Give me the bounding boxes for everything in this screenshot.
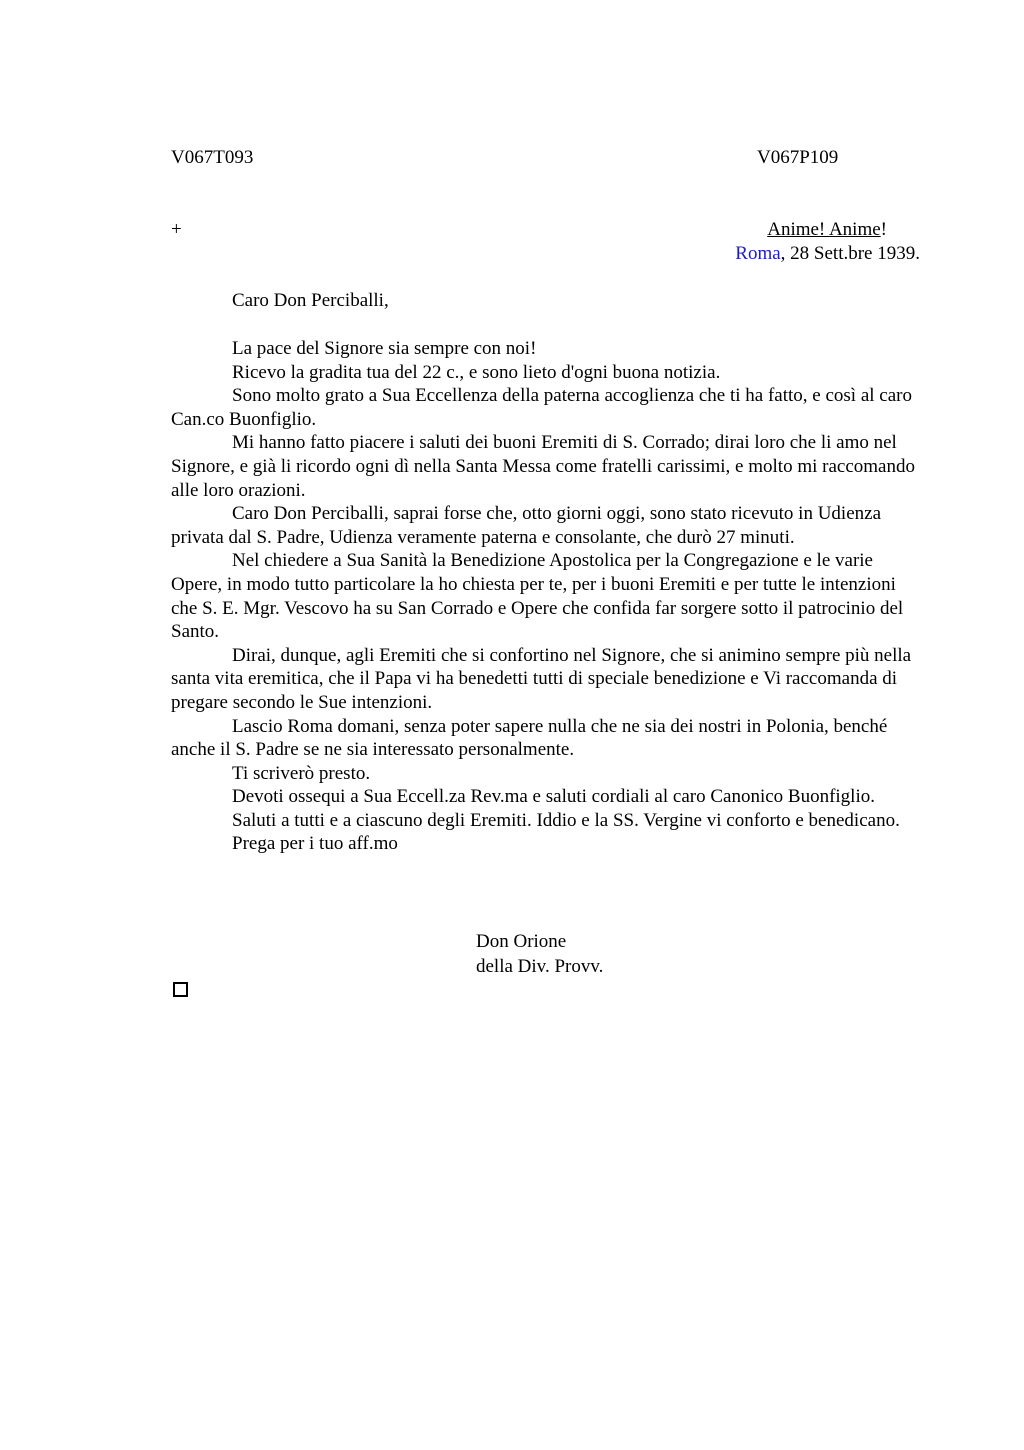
- paragraph: Prega per i tuo aff.mo: [232, 833, 398, 855]
- paragraph: Lascio Roma domani, senza poter sapere nulla che ne sia dei nostri in Polonia, benché anche il S. Padre se ne sia interessato personalmente.: [171, 715, 888, 761]
- signature-name: Don Orione: [476, 931, 567, 952]
- paragraph: Ricevo la gradita tua del 22 c., e sono lieto d'ogni buona notizia.: [232, 361, 721, 383]
- paragraph: Devoti ossequi a Sua Eccell.za Rev.ma e saluti cordiali al caro Canonico Buonfiglio.: [232, 786, 875, 808]
- paragraph: Dirai, dunque, agli Eremiti che si confortino nel Signore, che si animino sempre più nella santa vita eremitica, che il Papa vi ha benedetti tutti di speciale benedizione e Vi raccomanda di pregare secondo le Sue intenzioni.: [171, 644, 912, 713]
- motto-tail: !: [880, 219, 887, 240]
- cross-symbol: +: [171, 219, 182, 240]
- paragraph: Caro Don Perciballi, saprai forse che, otto giorni oggi, sono stato ricevuto in Udienza privata dal S. Padre, Udienza veramente paterna e consolante, che durò 27 minuti.: [171, 503, 882, 548]
- paragraph: Ti scriverò presto.: [232, 762, 371, 784]
- place-date: [735, 242, 920, 266]
- paragraph: Nel chiedere a Sua Sanità la Benedizione Apostolica per la Congregazione e le varie Opere, in modo tutto particolare la ho chiesta per te, per i buoni Eremiti e per tutte le intenzioni che S. E. Mgr. Vescovo ha su San Corrado e Opere che confida far sorgere sotto il patrocinio del Santo.: [171, 550, 904, 643]
- paragraph: Saluti a tutti e a ciascuno degli Eremiti. Iddio e la SS. Vergine vi conforto e benedicano.: [232, 809, 900, 831]
- paragraph: Sono molto grato a Sua Eccellenza della paterna accoglienza che ti ha fatto, e così al caro Can.co Buonfiglio.: [171, 385, 912, 430]
- motto: [767, 218, 887, 242]
- document-code-left: V067T093: [171, 147, 254, 168]
- motto-underlined: Anime! Anime: [767, 219, 881, 240]
- signature: [476, 930, 603, 979]
- salutation: Caro Don Perciballi,: [232, 290, 389, 311]
- place-name: Roma: [735, 243, 781, 264]
- date-text: , 28 Sett.bre 1939.: [780, 243, 920, 264]
- document-code-right: V067P109: [757, 147, 839, 168]
- square-outline-icon: [173, 982, 188, 997]
- letter-body: [171, 337, 927, 856]
- signature-title: della Div. Provv.: [476, 955, 604, 977]
- paragraph: Mi hanno fatto piacere i saluti dei buoni Eremiti di S. Corrado; dirai loro che li amo nel Signore, e già li ricordo ogni dì nella Santa Messa come fratelli carissimi, e molto mi raccomando alle loro orazioni.: [171, 432, 915, 501]
- paragraph: La pace del Signore sia sempre con noi!: [232, 338, 537, 359]
